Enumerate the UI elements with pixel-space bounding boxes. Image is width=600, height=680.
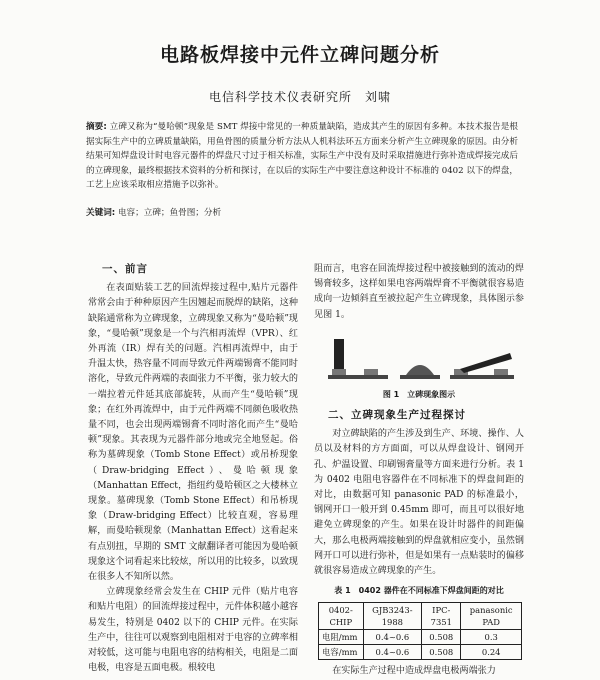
right-board-base: [450, 375, 514, 379]
table-row-label: 电阻/mm: [319, 630, 364, 645]
left-column: [88, 262, 298, 676]
section-heading-intro: 一、前言: [102, 263, 148, 275]
intro-paragraph-2: 立碑现象经常会发生在 CHIP 元件（贴片电容和贴片电阻）的回流焊接过程中，元件体积越小越容易发生，特别是 0402 以下的 CHIP 元件。在实际生产中，往往可以观察到电阻相对于电容的立碑率相对较低，这可能与电阻电容的结构相关，电阻是二面电极，电容是五面电极。根较电: [88, 587, 298, 674]
author-line: 电信科学技术仪表研究所 刘啸: [208, 90, 391, 104]
solder-dome: [406, 365, 434, 375]
middle-board-base: [400, 375, 440, 379]
paper-title: 电路板焊接中元件立碑问题分析: [159, 44, 440, 66]
table-1: [318, 602, 522, 660]
table-header-row: [319, 603, 522, 630]
table-1-caption: 表 1 0402 器件在不同标准下焊盘间距的对比: [334, 586, 504, 596]
left-solder-pad: [332, 369, 346, 375]
table-cell: 0.508: [422, 645, 461, 660]
table-header-cell: IPC-7351: [422, 603, 461, 630]
figure-1: [314, 329, 524, 385]
abstract-text: 立碑又称为“曼哈顿”现象是 SMT 焊接中常见的一种质量缺陷，造成其产生的原因有多种。本技术报告是根据实际生产中的立碑质量缺陷，用鱼骨图的质量分析方法从人机料法环五方面来分析产生立碑现象的原因。由分析结果可知焊盘设计时电容元器件的焊盘尺寸过于相关标准，实际生产中没有及时采取措施进行弥补造成焊接完成后的立碑现象，最终根据技术资料的分析和探讨，在以后的实际生产中要注意这种设计不标准的 0402 以下的焊盘，工艺上应该采取相应措施予以弥补。: [86, 122, 519, 191]
right-column: [314, 262, 524, 680]
table-cell: 0.24: [461, 645, 522, 660]
left-board-base: [328, 375, 388, 379]
table-cell: 0.508: [422, 630, 461, 645]
figure-1-caption: 图 1 立碑现象图示: [382, 389, 456, 399]
right-solder-pad: [364, 369, 378, 375]
tombstone-component-upright: [334, 339, 344, 369]
table-cell: 0.4~0.6: [363, 630, 422, 645]
table-row: [319, 630, 522, 645]
intro-continuation: 阻而言，电容在回流焊接过程中被接触到的流动的焊锡膏较多，这样如果电容两端焊膏不平衡就很容易造成向一边倾斜直至被拉起产生立碑现象，具体图示参见图 1。: [314, 264, 524, 320]
tilted-right-pad: [494, 369, 508, 375]
table-header-cell: 0402-CHIP: [319, 603, 364, 630]
keywords-text: 电容；立碑；鱼骨图；分析: [117, 208, 222, 218]
section-heading-process: 二、立碑现象生产过程探讨: [328, 409, 466, 422]
intro-paragraph-1: 在表面贴装工艺的回流焊接过程中,贴片元器件常常会由于种种原因产生因翘起而脱焊的缺陷，这种缺陷通常称为立碑现象，立碑现象又称为“曼哈顿”现象，“曼哈顿”现象是一个与汽相再流焊（VPR）、红外再流（IR）焊有关的问题。汽相再流焊中，由于升温太快，热容量不同而导致元件两端锡膏不能同时溶化，导致元件两端的表面张力不平衡，张力较大的一端拉着元件延其底部旋转，从而产生“曼哈顿”现象；在红外再流焊中，由于元件两端不同颜色吸收热量不同，也会出现两端锡膏不同时溶化而产生“曼哈顿”现象。其表现为元器件部分地或完全地竖起。俗称为墓碑现象（Tomb Stone Effect）或吊桥现象（Draw-bridging Effect）、曼哈顿现象（Manhattan Effect，指纽约曼哈顿区之大楼林立现象。墓碑现象（Tomb Stone Effect）和吊桥现象（Draw-bridging Effect）比较直观，容易理解，而曼哈顿现象（Manhattan Effect）这看起来有点别扭，早期的 SMT 文献翻译者可能因为曼哈顿现象这个词看起来比较炫，所以用的比较多，以致现在很多人不知所以然。: [88, 283, 298, 583]
abstract: [86, 120, 518, 193]
table-row-label: 电容/mm: [319, 645, 364, 660]
table-cell: 0.4~0.6: [363, 645, 422, 660]
table-header-cell: GJB3243-1988: [363, 603, 422, 630]
table-cell: 0.3: [461, 630, 522, 645]
keywords: [86, 206, 518, 220]
after-table-paragraph: 在实际生产过程中造成焊盘电极两端张力: [332, 666, 496, 677]
keywords-label: 关键词:: [86, 208, 116, 218]
process-paragraph-1: 对立碑缺陷的产生涉及到生产、环境、操作、人员以及材料的方方面面，可以从焊盘设计、钢网开孔、炉温设置、印刷锡膏量等方面来进行分析。表 1 为 0402 电阻电容器件在不同标准下的焊盘间距的对比，由数据可知 panasonic PAD 的标准最小，钢网开口一般开到 0.45mm 即可，而且可以很好地避免立碑现象的产生。如果在设计时器件的间距偏大，那么电极两端接触到的焊盘就相应变小，虽然钢网开口可以进行弥补，但是如果有一点贴装时的偏移就很容易造成立碑现象的产生。: [314, 429, 524, 577]
table-header-cell: panasonic PAD: [461, 603, 522, 630]
table-row: [319, 645, 522, 660]
tombstone-illustration: [314, 329, 524, 385]
abstract-label: 摘要:: [86, 122, 107, 132]
